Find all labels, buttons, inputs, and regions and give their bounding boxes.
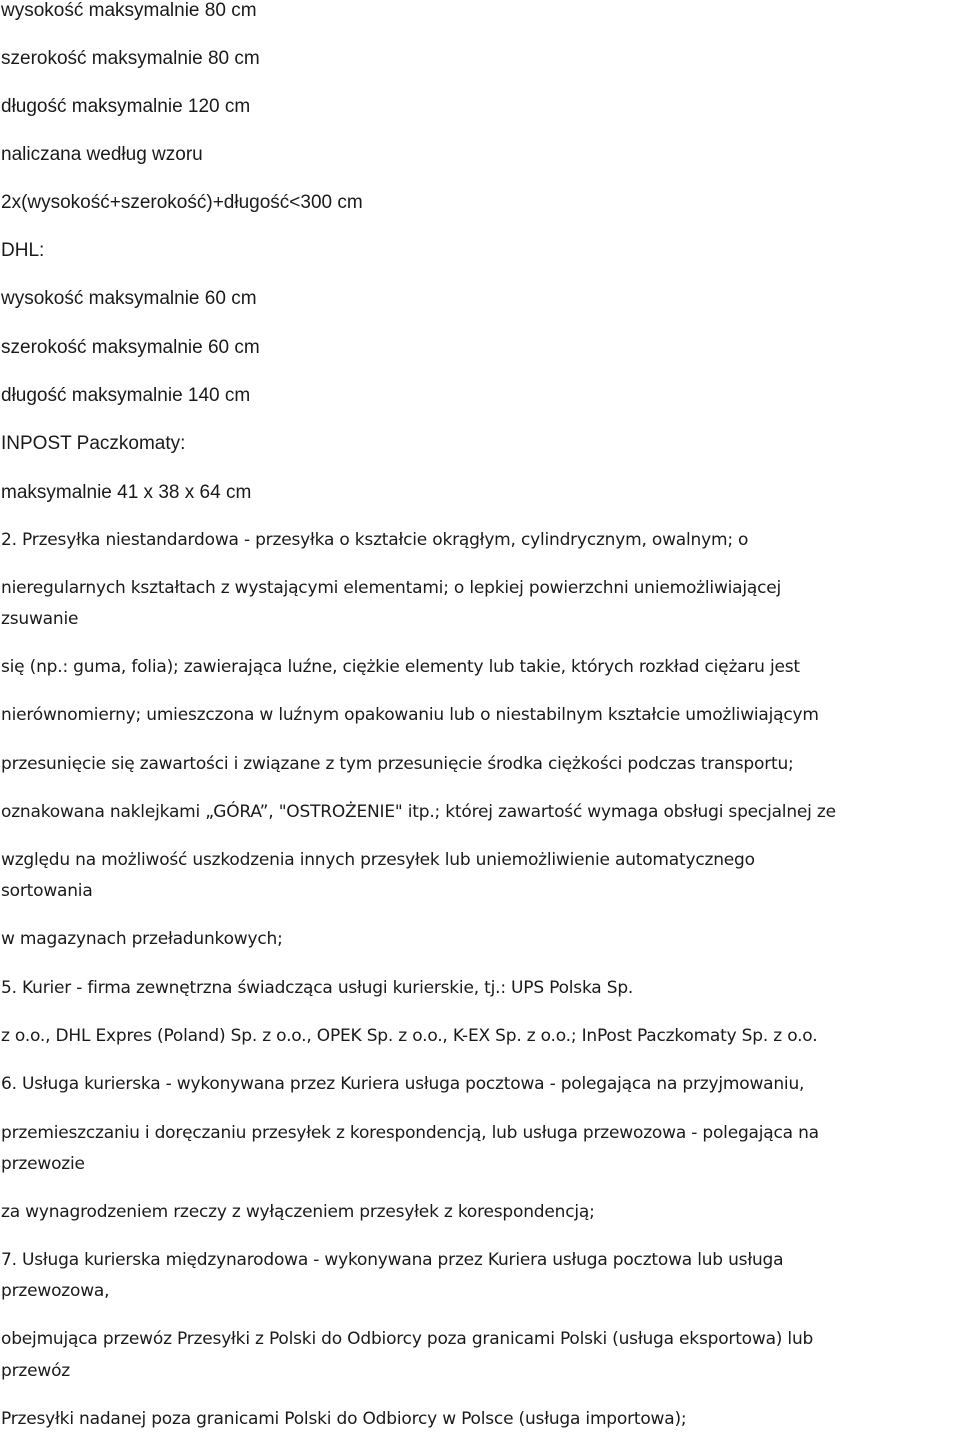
text-line: INPOST Paczkomaty: — [1, 433, 186, 454]
text-line: względu na możliwość uszkodzenia innych przesyłek lub uniemożliwienie automatycznego — [1, 850, 755, 870]
text-line: 7. Usługa kurierska międzynarodowa - wykonywana przez Kuriera usługa pocztowa lub usługa — [1, 1250, 784, 1270]
text-line: przewozowa, — [1, 1281, 110, 1301]
text-line: 6. Usługa kurierska - wykonywana przez Kuriera usługa pocztowa - polegająca na przyjmowaniu, — [1, 1074, 805, 1094]
text-line: przemieszczaniu i doręczaniu przesyłek z korespondencją, lub usługa przewozowa - polegająca na — [1, 1123, 819, 1143]
text-line: wysokość maksymalnie 80 cm — [1, 0, 257, 21]
text-line: długość maksymalnie 120 cm — [1, 96, 251, 117]
text-line: wysokość maksymalnie 60 cm — [1, 288, 257, 309]
text-line: 5. Kurier - firma zewnętrzna świadcząca usługi kurierskie, tj.: UPS Polska Sp. — [1, 978, 634, 998]
text-line: przesunięcie się zawartości i związane z tym przesunięcie środka ciężkości podczas transportu; — [1, 754, 794, 774]
text-line: 2. Przesyłka niestandardowa - przesyłka o kształcie okrągłym, cylindrycznym, owalnym; o — [1, 530, 749, 550]
text-line: szerokość maksymalnie 80 cm — [1, 48, 260, 69]
text-line: DHL: — [1, 240, 45, 261]
text-line: z o.o., DHL Expres (Poland) Sp. z o.o., OPEK Sp. z o.o., K-EX Sp. z o.o.; InPost Paczkomaty Sp. z o.o. — [1, 1026, 818, 1046]
text-line: przewozie — [1, 1154, 85, 1174]
text-line: za wynagrodzeniem rzeczy z wyłączeniem przesyłek z korespondencją; — [1, 1202, 595, 1222]
text-line: zsuwanie — [1, 609, 79, 629]
text-line: przewóz — [1, 1361, 70, 1381]
text-line: się (np.: guma, folia); zawierająca luźne, ciężkie elementy lub takie, których rozkład ciężaru jest — [1, 657, 800, 677]
text-line: obejmująca przewóz Przesyłki z Polski do Odbiorcy poza granicami Polski (usługa eksportowa) lub — [1, 1329, 814, 1349]
text-line: szerokość maksymalnie 60 cm — [1, 337, 260, 358]
text-line: sortowania — [1, 881, 93, 901]
text-line: długość maksymalnie 140 cm — [1, 385, 251, 406]
text-line: naliczana według wzoru — [1, 144, 203, 165]
text-line: 2x(wysokość+szerokość)+długość<300 cm — [1, 192, 363, 213]
text-line: Przesyłki nadanej poza granicami Polski do Odbiorcy w Polsce (usługa importowa); — [1, 1409, 687, 1429]
text-line: nierównomierny; umieszczona w luźnym opakowaniu lub o niestabilnym kształcie umożliwiającym — [1, 705, 819, 725]
text-line: nieregularnych kształtach z wystającymi elementami; o lepkiej powierzchni uniemożliwiającej — [1, 578, 782, 598]
text-line: oznakowana naklejkami „GÓRA”, "OSTROŻENIE" itp.; której zawartość wymaga obsługi specjalnej ze — [1, 802, 836, 822]
text-line: w magazynach przeładunkowych; — [1, 929, 283, 949]
text-line: maksymalnie 41 x 38 x 64 cm — [1, 482, 252, 503]
